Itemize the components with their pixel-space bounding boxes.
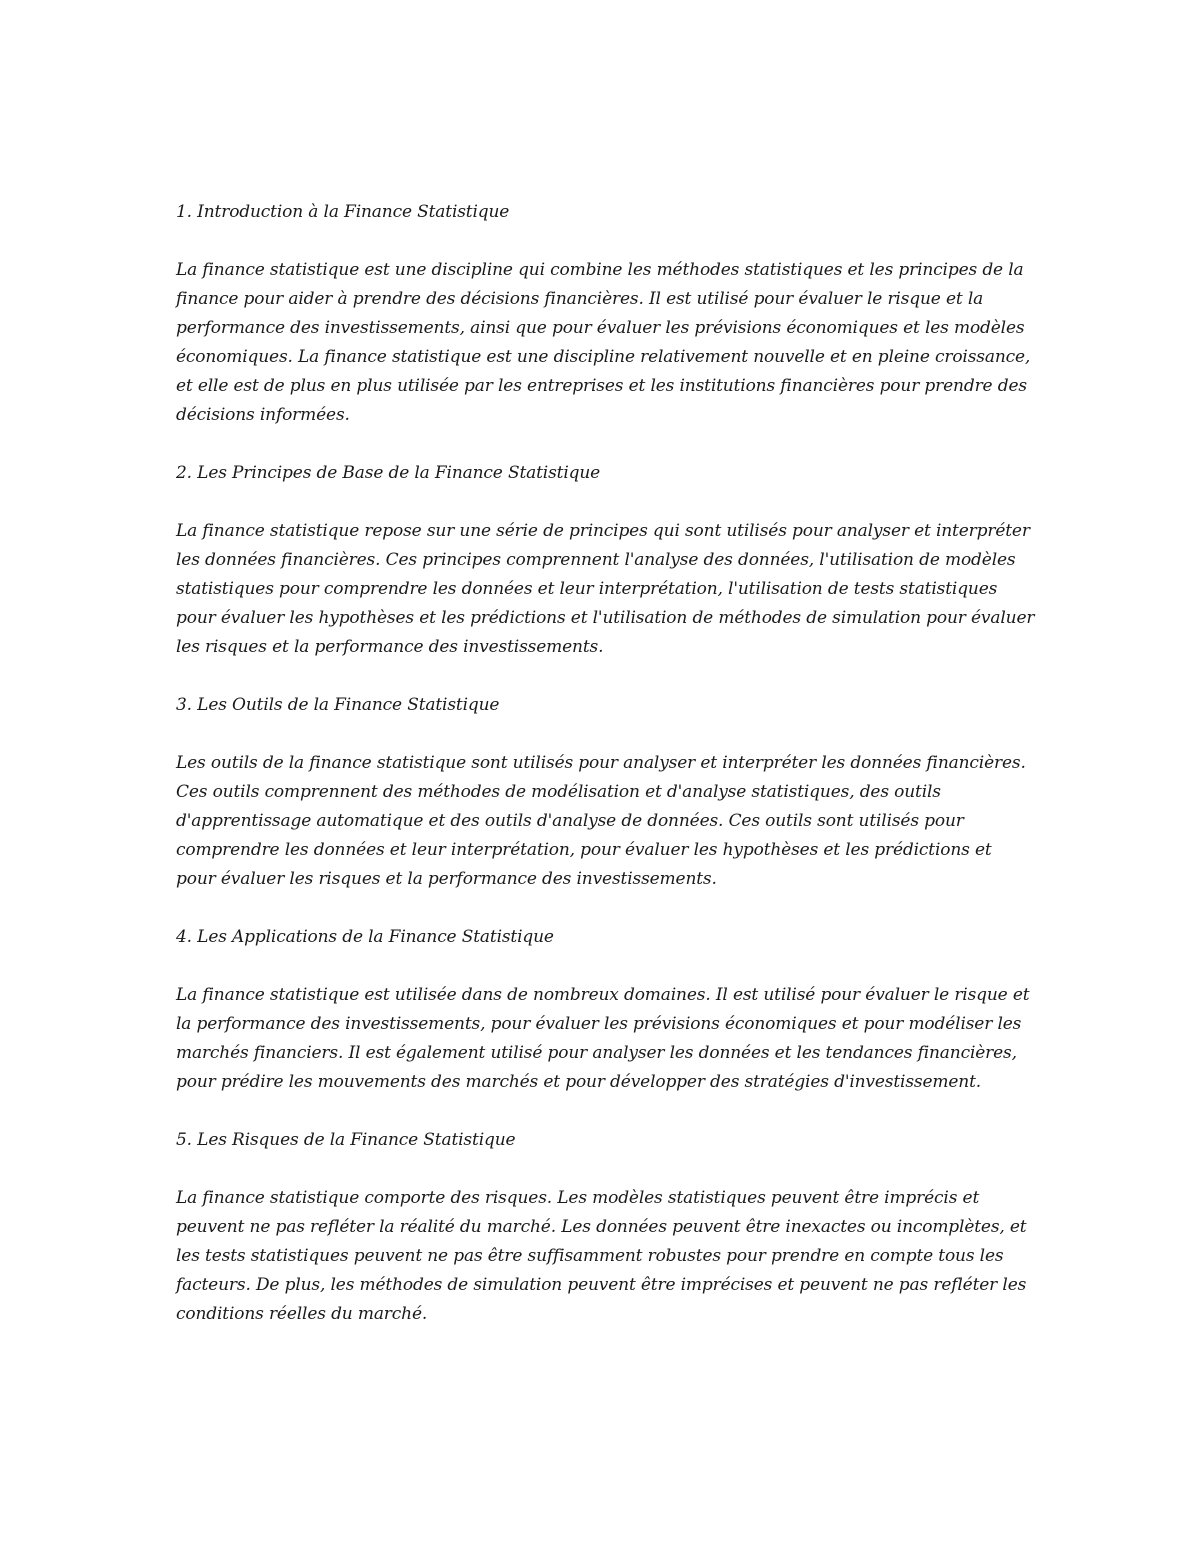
document-content [176, 198, 1036, 1358]
section-paragraph: Les outils de la finance statistique sont utilisés pour analyser et interpréter les données financières. Ces outils comprennent des méthodes de modélisation et d'analyse statistiques, des outils d'apprentissage automatique et des outils d'analyse de données. Ces outils sont utilisés pour comprendre les données et leur interprétation, pour évaluer les hypothèses et les prédictions et pour évaluer les risques et la performance des investissements. [176, 753, 1026, 889]
section-paragraph: La finance statistique est une discipline qui combine les méthodes statistiques et les principes de la finance pour aider à prendre des décisions financières. Il est utilisé pour évaluer le risque et la performance des investissements, ainsi que pour évaluer les prévisions économiques et les modèles économiques. La finance statistique est une discipline relativement nouvelle et en pleine croissance, et elle est de plus en plus utilisée par les entreprises et les institutions financières pour prendre des décisions informées. [176, 260, 1031, 425]
section-heading: 4. Les Applications de la Finance Statistique [176, 927, 554, 947]
section-paragraph: La finance statistique est utilisée dans de nombreux domaines. Il est utilisé pour évaluer le risque et la performance des investissements, pour évaluer les prévisions économiques et pour modéliser les marchés financiers. Il est également utilisé pour analyser les données et les tendances financières, pour prédire les mouvements des marchés et pour développer des stratégies d'investissement. [176, 985, 1030, 1092]
section-paragraph: La finance statistique comporte des risques. Les modèles statistiques peuvent être imprécis et peuvent ne pas refléter la réalité du marché. Les données peuvent être inexactes ou incomplètes, et les tests statistiques peuvent ne pas être suffisamment robustes pour prendre en compte tous les facteurs. De plus, les méthodes de simulation peuvent être imprécises et peuvent ne pas refléter les conditions réelles du marché. [176, 1188, 1027, 1324]
section-principes [176, 459, 1036, 662]
section-outils [176, 691, 1036, 894]
section-heading: 1. Introduction à la Finance Statistique [176, 202, 510, 222]
section-risques [176, 1126, 1036, 1329]
section-heading: 3. Les Outils de la Finance Statistique [176, 695, 500, 715]
section-introduction [176, 198, 1036, 430]
section-applications [176, 923, 1036, 1097]
section-paragraph: La finance statistique repose sur une série de principes qui sont utilisés pour analyser et interpréter les données financières. Ces principes comprennent l'analyse des données, l'utilisation de modèles statistiques pour comprendre les données et leur interprétation, l'utilisation de tests statistiques pour évaluer les hypothèses et les prédictions et l'utilisation de méthodes de simulation pour évaluer les risques et la performance des investissements. [176, 521, 1035, 657]
section-heading: 2. Les Principes de Base de la Finance Statistique [176, 463, 601, 483]
section-heading: 5. Les Risques de la Finance Statistique [176, 1130, 516, 1150]
